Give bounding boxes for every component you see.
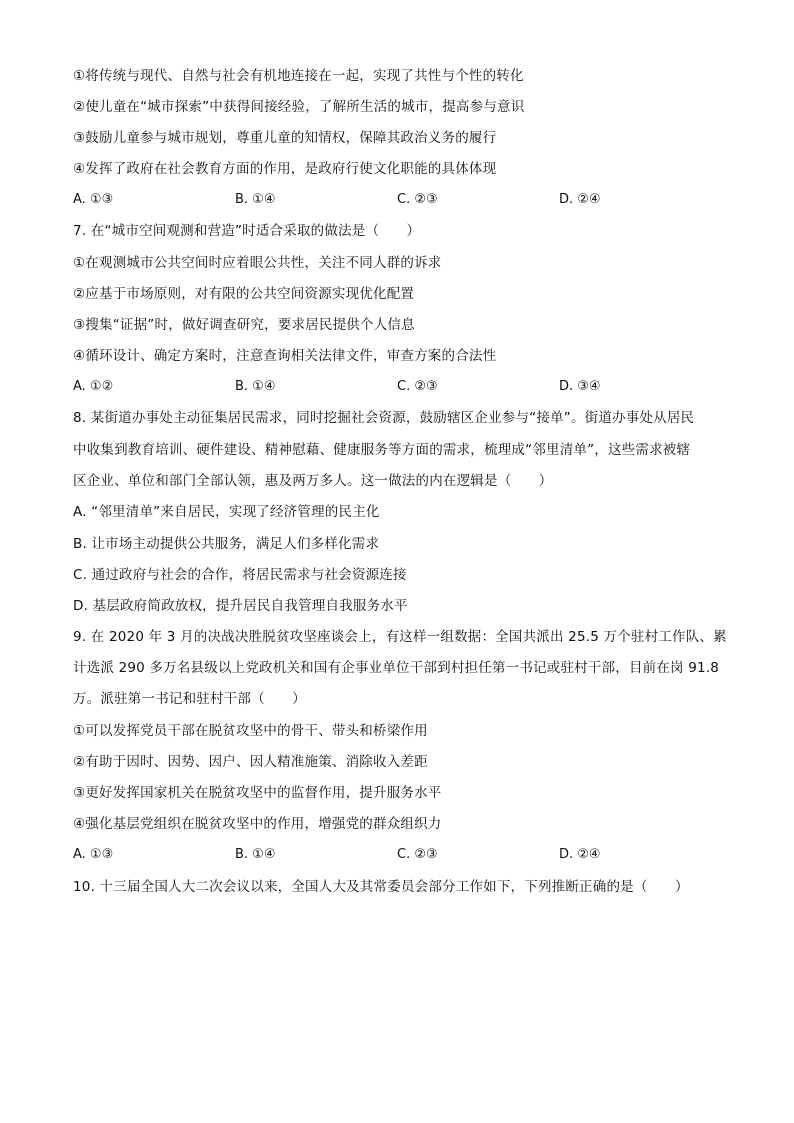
q6-option-d: D. ②④ bbox=[559, 192, 601, 207]
q6-item-3: ③鼓励儿童参与城市规划，尊重儿童的知情权，保障其政治义务的履行 bbox=[73, 130, 497, 146]
q6-item-4: ④发挥了政府在社会教育方面的作用，是政府行使文化职能的具体体现 bbox=[73, 161, 497, 177]
q6-item-2: ②使儿童在“城市探索”中获得间接经验，了解所生活的城市，提高参与意识 bbox=[73, 99, 525, 115]
q10-stem: 10. 十三届全国人大二次会议以来，全国人大及其常委员会部分工作如下，下列推断正确的是（ ） bbox=[73, 879, 689, 895]
q8-stem-line-2: 中收集到教育培训、硬件建设、精神慰藉、健康服务等方面的需求，梳理成“邻里清单”，这些需求被辖 bbox=[73, 442, 691, 458]
q7-option-b: B. ①④ bbox=[235, 379, 276, 394]
q6-options bbox=[73, 190, 733, 210]
q9-item-1: ①可以发挥党员干部在脱贫攻坚中的骨干、带头和桥梁作用 bbox=[73, 723, 428, 739]
q6-option-a: A. ①③ bbox=[73, 192, 114, 207]
q9-option-b: B. ①④ bbox=[235, 847, 276, 862]
q9-stem-line-2: 计选派 290 多万名县级以上党政机关和国有企事业单位干部到村担任第一书记或驻村干部，目前在岗 91.8 bbox=[73, 660, 720, 676]
q7-item-1: ①在观测城市公共空间时应着眼公共性，关注不同人群的诉求 bbox=[73, 255, 442, 271]
q9-option-a: A. ①③ bbox=[73, 847, 114, 862]
q7-item-3: ③搜集“证据”时，做好调查研究，要求居民提供个人信息 bbox=[73, 317, 415, 333]
q7-options bbox=[73, 377, 733, 397]
q9-stem-line-1: 9. 在 2020 年 3 月的决战决胜脱贫攻坚座谈会上，有这样一组数据：全国共派出 25.5 万个驻村工作队、累 bbox=[73, 629, 727, 645]
q9-item-3: ③更好发挥国家机关在脱贫攻坚中的监督作用，提升服务水平 bbox=[73, 785, 442, 801]
q9-item-2: ②有助于因时、因势、因户、因人精准施策、消除收入差距 bbox=[73, 754, 428, 770]
q8-choice-a: A. “邻里清单”来自居民，实现了经济管理的民主化 bbox=[73, 504, 380, 520]
q9-stem-line-3: 万。派驻第一书记和驻村干部（ ） bbox=[73, 691, 306, 707]
q9-option-d: D. ②④ bbox=[559, 847, 601, 862]
q6-item-1: ①将传统与现代、自然与社会有机地连接在一起，实现了共性与个性的转化 bbox=[73, 68, 524, 84]
q8-choice-c: C. 通过政府与社会的合作，将居民需求与社会资源连接 bbox=[73, 567, 407, 583]
q6-option-c: C. ②③ bbox=[397, 192, 438, 207]
q7-option-c: C. ②③ bbox=[397, 379, 438, 394]
q8-choice-d: D. 基层政府简政放权，提升居民自我管理自我服务水平 bbox=[73, 598, 408, 614]
q9-option-c: C. ②③ bbox=[397, 847, 438, 862]
q7-item-2: ②应基于市场原则，对有限的公共空间资源实现优化配置 bbox=[73, 286, 415, 302]
q7-option-d: D. ③④ bbox=[559, 379, 601, 394]
q7-item-4: ④循环设计、确定方案时，注意查询相关法律文件，审查方案的合法性 bbox=[73, 348, 497, 364]
q9-options bbox=[73, 845, 733, 865]
q8-choice-b: B. 让市场主动提供公共服务，满足人们多样化需求 bbox=[73, 536, 380, 552]
q6-option-b: B. ①④ bbox=[235, 192, 276, 207]
q8-stem-line-3: 区企业、单位和部门全部认领，惠及两万多人。这一做法的内在逻辑是（ ） bbox=[73, 473, 553, 489]
q7-option-a: A. ①② bbox=[73, 379, 114, 394]
q8-stem-line-1: 8. 某街道办事处主动征集居民需求，同时挖掘社会资源，鼓励辖区企业参与“接单”。街道办事处从居民 bbox=[73, 410, 695, 426]
q7-stem: 7. 在“城市空间观测和营造”时适合采取的做法是（ ） bbox=[73, 223, 421, 239]
q9-item-4: ④强化基层党组织在脱贫攻坚中的作用，增强党的群众组织力 bbox=[73, 816, 442, 832]
